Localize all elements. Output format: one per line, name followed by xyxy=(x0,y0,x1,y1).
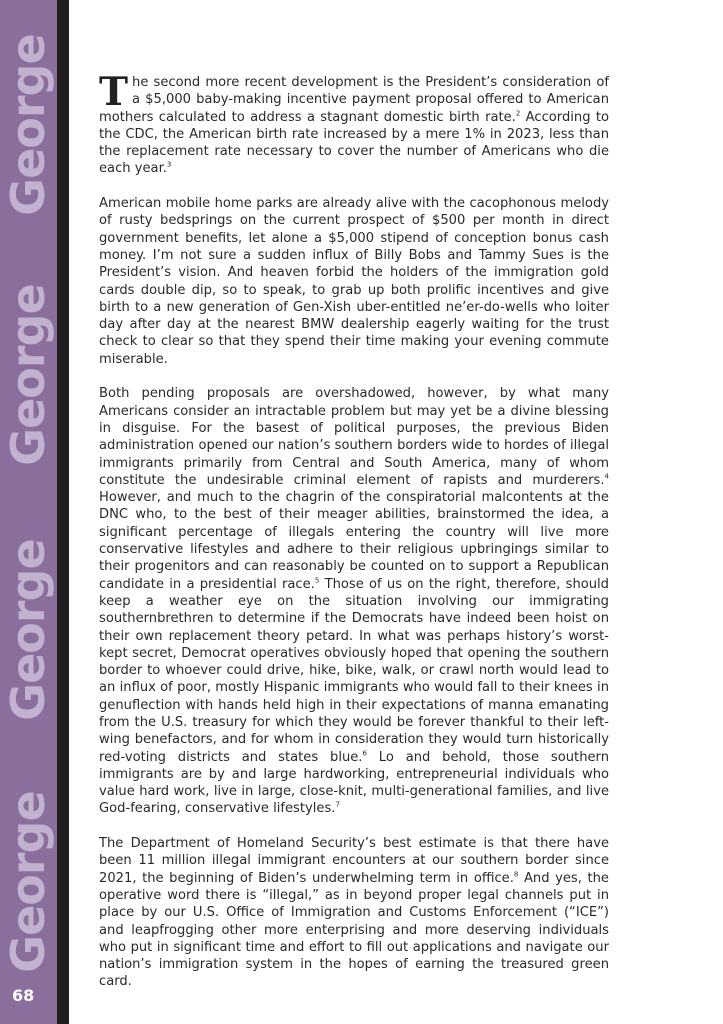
footnote-marker: 8 xyxy=(513,870,519,879)
paragraph-1 xyxy=(99,69,609,178)
paragraph-text: Those of us on the right, therefore, should keep a weather eye on the situation involving our immigrating southernbrethren to determine if the Democrats have indeed been hoist on their own replacement theory petard. In what was perhaps history’s worst-kept secret, Democrat operatives obviously hoped that opening the southern border to whoever could drive, hike, bike, walk, or crawl north would lead to an influx of poor, mostly Hispanic immigrants who would fall to their knees in genuflection with hands held high in their expectations of manna emanating from the U.S. treasury for which they would be forever thankful to their left-wing benefactors, and for whom in consideration they would turn historically red-voting districts and states blue. xyxy=(99,576,609,765)
paragraph-text: However, and much to the chagrin of the conspiratorial malcontents at the DNC who, to the best of their meager abilities, brainstormed the idea, a significant percentage of illegals entering the country will live more conservative lifestyles and adhere to their religious upbringings similar to their progenitors and can reasonably be counted on to support a Republican candidate in a presidential race. xyxy=(99,490,609,592)
paragraph-text: he second more recent development is the President’s consideration of a $5,000 baby-making incentive payment proposal offered to American mothers calculated to address a stagnant domestic birth rate. xyxy=(99,75,609,125)
sidebar-edge xyxy=(57,0,69,1024)
paragraph-2: American mobile home parks are already alive with the cacophonous melody of rusty bedsprings on the current prospect of $500 per month in direct government benefits, let alone a $5,000 stipend of conception bonus cash money. I’m not sure a sudden influx of Billy Bobs and Tammy Sues is the President’s vision. And heaven forbid the holders of the immigration gold cards double dip, so to speak, to grab up both prolific incentives and give birth to a new generation of Gen-Xish uber-entitled ne’er-do-wells who loiter day after day at the nearest BMW dealership eagerly waiting for the trust check to clear so that they spend their time making your evening commute miserable. xyxy=(99,196,609,367)
sidebar-watermark: George xyxy=(1,284,55,466)
paragraph-text: According to the CDC, the American birth rate increased by a mere 1% in 2023, less than the replacement rate necessary to cover the number of Americans who die each year. xyxy=(99,109,609,177)
drop-cap: T xyxy=(99,69,129,115)
sidebar-watermark: George xyxy=(1,34,55,216)
sidebar-watermark: George xyxy=(1,791,55,973)
paragraph-text: Both pending proposals are overshadowed, however, by what many Americans consider an intractable problem but may yet be a divine blessing in disguise. For the basest of political purposes, the previous Biden administration opened our nation’s southern borders wide to hordes of illegal immigrants primarily from Central and South America, many of whom constitute the undesirable criminal element of rapists and murderers. xyxy=(99,386,609,488)
paragraph-text: The Department of Homeland Security’s best estimate is that there have been 11 million illegal immigrant encounters at our southern border since 2021, the beginning of Biden’s underwhelming term in office. xyxy=(99,836,609,886)
footnote-marker: 6 xyxy=(362,749,367,758)
page-number: 68 xyxy=(12,986,35,1005)
article-body xyxy=(99,69,609,1008)
footnote-marker: 7 xyxy=(335,801,340,810)
footnote-marker: 4 xyxy=(604,472,609,481)
paragraph-text: And yes, the operative word there is “illegal,” as in beyond proper legal channels put in place by our U.S. Office of Immigration and Customs Enforcement (“ICE”) and leapfrogging other more enterprising and more deserving individuals who put in significant time and effort to fill out applications and navigate our nation’s immigration system in the hopes of earning the treasured green card. xyxy=(99,870,609,990)
sidebar-watermark: George xyxy=(1,539,55,721)
paragraph-text: Lo and behold, those southern immigrants are by and large hardworking, entrepreneurial individuals who value hard work, live in large, close-knit, multi-generational families, and live God-fearing, conservative lifestyles. xyxy=(99,749,609,817)
sidebar xyxy=(0,0,57,1024)
paragraph-3 xyxy=(99,385,609,817)
paragraph-4 xyxy=(99,835,609,991)
footnote-marker: 2 xyxy=(515,109,521,118)
footnote-marker: 5 xyxy=(314,576,320,585)
footnote-marker: 3 xyxy=(166,161,172,170)
